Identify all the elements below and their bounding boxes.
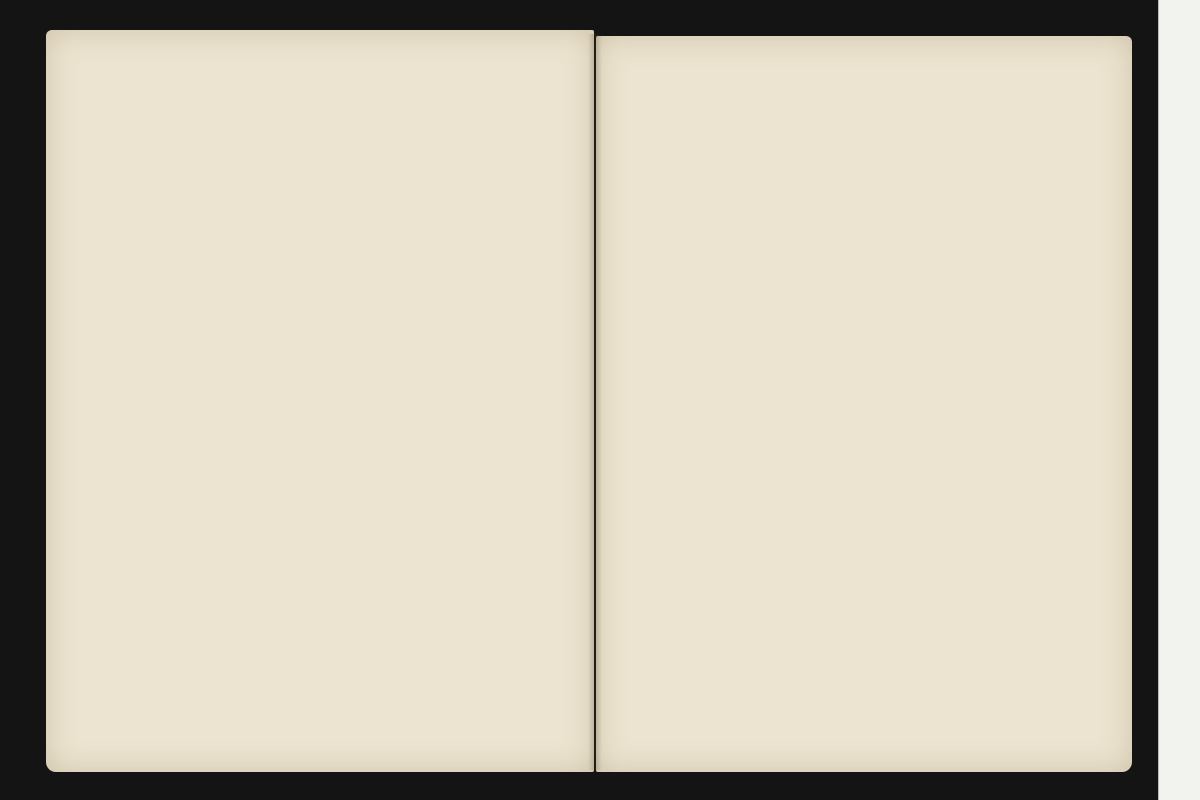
measurement-ruler [1158, 0, 1200, 800]
